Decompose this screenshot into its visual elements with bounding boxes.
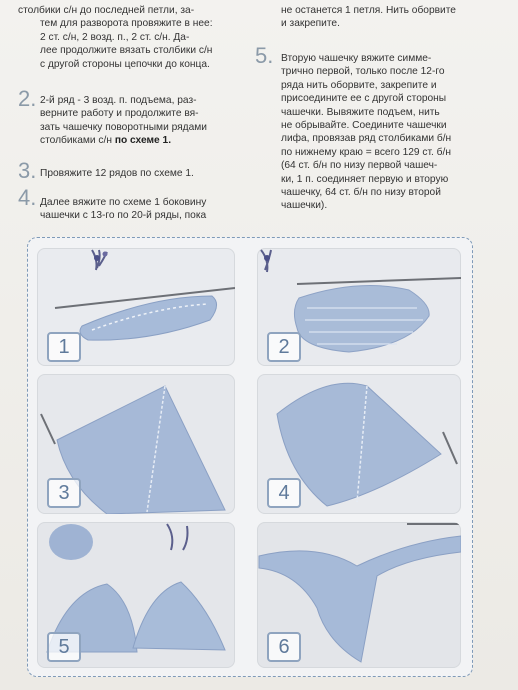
text-line: тем для разворота провяжите в нее: (40, 18, 213, 30)
text-fragment: столбиками с/н (40, 135, 115, 147)
scheme-reference: по схеме 1. (114, 135, 172, 147)
text-line: 2-й ряд - 3 возд. п. подъема, раз- (40, 95, 197, 106)
text-line: и закрепите. (281, 18, 340, 30)
photo-step-5 (37, 522, 235, 668)
photo-step-6 (257, 522, 461, 668)
step-5-text (281, 52, 477, 213)
text-line: столбики с/н до последней петли, за- (18, 5, 195, 16)
text-line: ки, 1 п. соединяет первую и вторую (281, 173, 449, 185)
photo-number-badge: 6 (267, 632, 301, 662)
text-line: с другой стороны цепочки до конца. (40, 58, 210, 70)
text-line: лифа, провязав ряд столбиками б/н (281, 133, 452, 145)
text-line: чашечки. Вывяжите подъем, нить (281, 106, 440, 118)
text-line: трично первой, только после 12-го (281, 66, 445, 78)
photo-step-4 (257, 374, 461, 514)
step-4-text (40, 196, 246, 223)
step-number-5: 5. (255, 43, 274, 68)
photo-grid-frame (27, 237, 473, 677)
photo-number-badge: 5 (47, 632, 81, 662)
intro-paragraph (281, 4, 473, 31)
step-number-2: 2. (18, 86, 37, 111)
text-line: не останется 1 петля. Нить оборвите (281, 5, 456, 16)
step-3-text (40, 167, 246, 180)
step-number-4: 4. (18, 185, 37, 210)
photo-number-badge: 3 (47, 478, 81, 508)
text-line: Провяжите 12 рядов по схеме 1. (40, 168, 194, 179)
text-line: лее продолжите вязать столбики с/н (40, 45, 213, 57)
intro-paragraph (18, 4, 244, 71)
photo-step-1 (37, 248, 235, 366)
text-line: зать чашечку поворотными рядами (40, 121, 207, 133)
text-line: по нижнему краю = всего 129 ст. б/н (281, 146, 451, 158)
text-line (40, 134, 246, 147)
text-line: ряда нить оборвите, закрепите и (281, 79, 437, 91)
text-line: Вторую чашечку вяжите симме- (281, 53, 432, 64)
text-line: Далее вяжите по схеме 1 боковину (40, 197, 207, 208)
text-line: чашечки с 13-го по 20-й ряды, пока (40, 210, 207, 222)
text-line: (64 ст. б/н по низу первой чашеч- (281, 160, 438, 172)
text-line: не обрывайте. Соедините чашечки (281, 120, 447, 132)
photo-step-3 (37, 374, 235, 514)
text-line: чашечки). (281, 200, 328, 212)
photo-step-2 (257, 248, 461, 366)
text-line: присоедините ее с другой стороны (281, 93, 447, 105)
step-2-text (40, 94, 246, 148)
text-line: верните работу и продолжите вя- (40, 108, 199, 120)
photo-number-badge: 4 (267, 478, 301, 508)
text-line: чашечку, 64 ст. б/н по низу второй (281, 187, 441, 199)
photo-number-badge: 2 (267, 332, 301, 362)
step-number-3: 3. (18, 158, 37, 183)
text-line: 2 ст. с/н, 2 возд. п., 2 ст. с/н. Да- (40, 31, 190, 43)
photo-number-badge: 1 (47, 332, 81, 362)
